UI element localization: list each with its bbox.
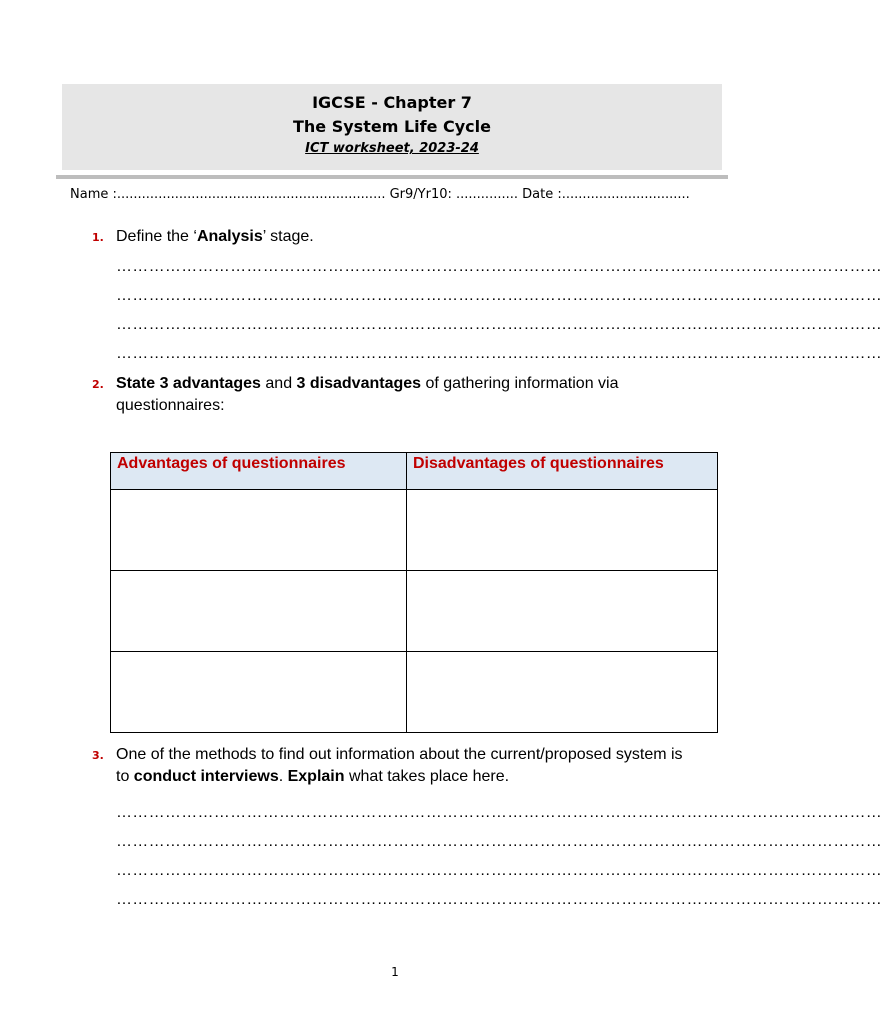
page-number: 1	[391, 965, 399, 979]
student-info-line: Name :................................................................. Gr9/Yr10: ............... Date :...............................	[70, 187, 690, 202]
worksheet-subtitle: ICT worksheet, 2023-24	[305, 141, 479, 156]
disadvantage-answer-cell[interactable]	[407, 490, 718, 571]
table-row	[111, 490, 718, 571]
answer-line: ……………………………………………………………………………………………………………………………	[116, 316, 882, 333]
question-2-text: State 3 advantages and 3 disadvantages of gathering information via questionnaires:	[116, 375, 619, 414]
advantages-header: Advantages of questionnaires	[111, 453, 407, 490]
chapter-title: IGCSE - Chapter 7	[312, 93, 472, 112]
answer-line: ……………………………………………………………………………………………………………………………	[116, 345, 882, 362]
advantages-disadvantages-table	[110, 452, 718, 733]
disadvantage-answer-cell[interactable]	[407, 652, 718, 733]
advantage-answer-cell[interactable]	[111, 490, 407, 571]
disadvantages-header: Disadvantages of questionnaires	[407, 453, 718, 490]
table-row	[111, 652, 718, 733]
answer-line: ……………………………………………………………………………………………………………………………	[116, 862, 882, 879]
topic-title: The System Life Cycle	[293, 117, 491, 136]
worksheet-header	[62, 84, 722, 170]
advantage-answer-cell[interactable]	[111, 652, 407, 733]
answer-line: ……………………………………………………………………………………………………………………………	[116, 258, 882, 275]
advantage-answer-cell[interactable]	[111, 571, 407, 652]
question-3-text: One of the methods to find out information about the current/proposed system is to conduct interviews. Explain what takes place here.	[116, 746, 683, 785]
answer-line: ……………………………………………………………………………………………………………………………	[116, 833, 882, 850]
question-3-number: 3.	[92, 749, 104, 762]
answer-line: ……………………………………………………………………………………………………………………………	[116, 287, 882, 304]
question-1-number: 1.	[92, 231, 104, 244]
question-1-text: Define the ‘Analysis’ stage.	[116, 228, 314, 245]
table-row	[111, 571, 718, 652]
disadvantage-answer-cell[interactable]	[407, 571, 718, 652]
question-2-number: 2.	[92, 378, 104, 391]
answer-line: ……………………………………………………………………………………………………………………………	[116, 891, 882, 908]
header-divider	[56, 175, 728, 179]
answer-line: ……………………………………………………………………………………………………………………………	[116, 804, 882, 821]
